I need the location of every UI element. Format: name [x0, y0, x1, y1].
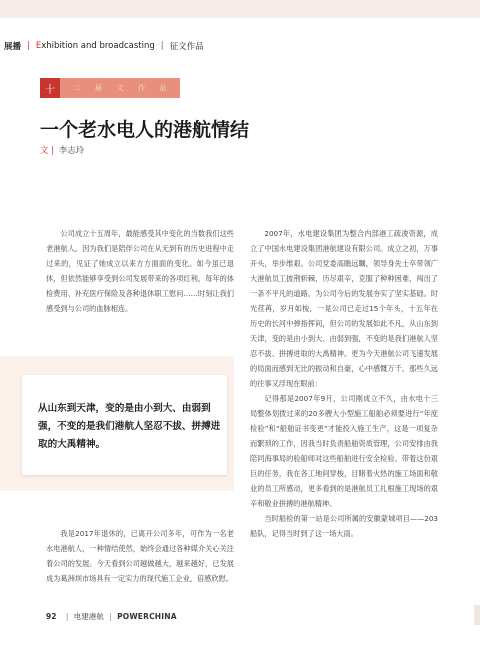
kicker-rest: 二 届 文 作 品 — [73, 84, 167, 92]
kicker-banner — [40, 78, 180, 98]
paragraph: 2007年，水电建设集团为整合内部港工疏浚资源，成立了中国水电建设集团港航建设有限公司。成立之初，万事开头，举步维艰。公司党委高瞻远瞩，领导身先士卒带领广大港航员工披荆斩棘，历尽艰辛，克服了种种困难，闯出了一条不平凡的道路，为公司今后的发展夯实了坚实基础。时光荏苒，岁月如梭，一晃公司已走过15个年头，十五年在历史的长河中弹指挥间，但公司的发展如此不凡，从山东到天津，变的是由小到大、由弱到强，不变的是我们港航人坚忍不拔、拼搏进取的大禹精神。更为今天港航公司飞速发展的局面而感到无比的振动和自豪，心中感慨万千，那些久远的往事又浮现在眼前： — [250, 229, 438, 388]
section-english: Exhibition and broadcasting — [35, 41, 155, 51]
byline — [40, 144, 84, 156]
author-name: 李志玲 — [58, 146, 85, 156]
body-column-left-bottom — [46, 526, 234, 586]
column-name: 征文作品 — [169, 42, 204, 52]
magazine-name: 电建港航 — [73, 612, 104, 621]
footer-separator: | — [65, 612, 69, 621]
body-column-right — [250, 226, 438, 541]
kicker-first-char: 十 — [40, 78, 60, 98]
footer-separator: | — [109, 612, 112, 621]
running-header — [4, 39, 204, 53]
page-footer — [46, 611, 177, 622]
article-title: 一个老水电人的港航情结 — [40, 119, 250, 141]
paragraph: 记得那是2007年9月，公司刚成立不久，由水电十三局整体划拨过来的20多艘大小型施工船舶必须要进行“年度检验”和“船舶证书变更”才能投入施工生产，这是一项复杂而繁琐的工作，因我当时负责船舶资质管理，公司安排由我陪同海事局的验船师对这些船舶进行安全检验。带着这份艰巨的任务，我在各工地间穿梭，目睹着火热的施工场面和敬业的员工所感动，更多看到的是港航员工扎根施工现场的艰辛和敬业拼搏的港航精神。 — [250, 394, 438, 508]
pullquote-text: 从山东到天津，变的是由小到大、由弱到强，不变的是我们港航人坚忍不拔、拼搏进取的大禹精神。 — [38, 403, 221, 450]
page-edge-tab — [474, 605, 480, 625]
section-name: 展播 — [4, 42, 22, 52]
paragraph: 当时船检的第一站是公司所属的安徽蒙城项目——203船队，记得当时到了这一场大雨。 — [250, 514, 438, 538]
author-label: 文 | — [40, 146, 55, 156]
top-color-band — [0, 0, 480, 18]
body-column-left-top — [46, 226, 234, 316]
paragraph: 公司成立十五周年，最能感受其中变化的当数我们这些老港航人。因为我们是陪伴公司在从无到有的历史进程中走过来的，见证了她成立以来方方面面的变化。如今虽已退休，但依然能够享受到公司发展带来的各项红利，每年的体检费用、补充医疗保险及各种退休职工慰问……时刻让我们感受到与公司的血脉相连。 — [46, 229, 234, 313]
page-number: 92 — [46, 612, 57, 621]
header-separator: | — [27, 41, 30, 51]
paragraph: 我是2017年退休的，已离开公司多年，可作为一名老水电港航人，一种情结使然，始终会通过各种媒介关心关注着公司的发展。今天看到公司越做越大，越来越好，已发展成为葛洲坝市场具有一定实力的现代施工企业，倍感欣慰。 — [46, 529, 234, 583]
header-separator: | — [160, 41, 164, 51]
brand-name: POWERCHINA — [117, 612, 177, 621]
